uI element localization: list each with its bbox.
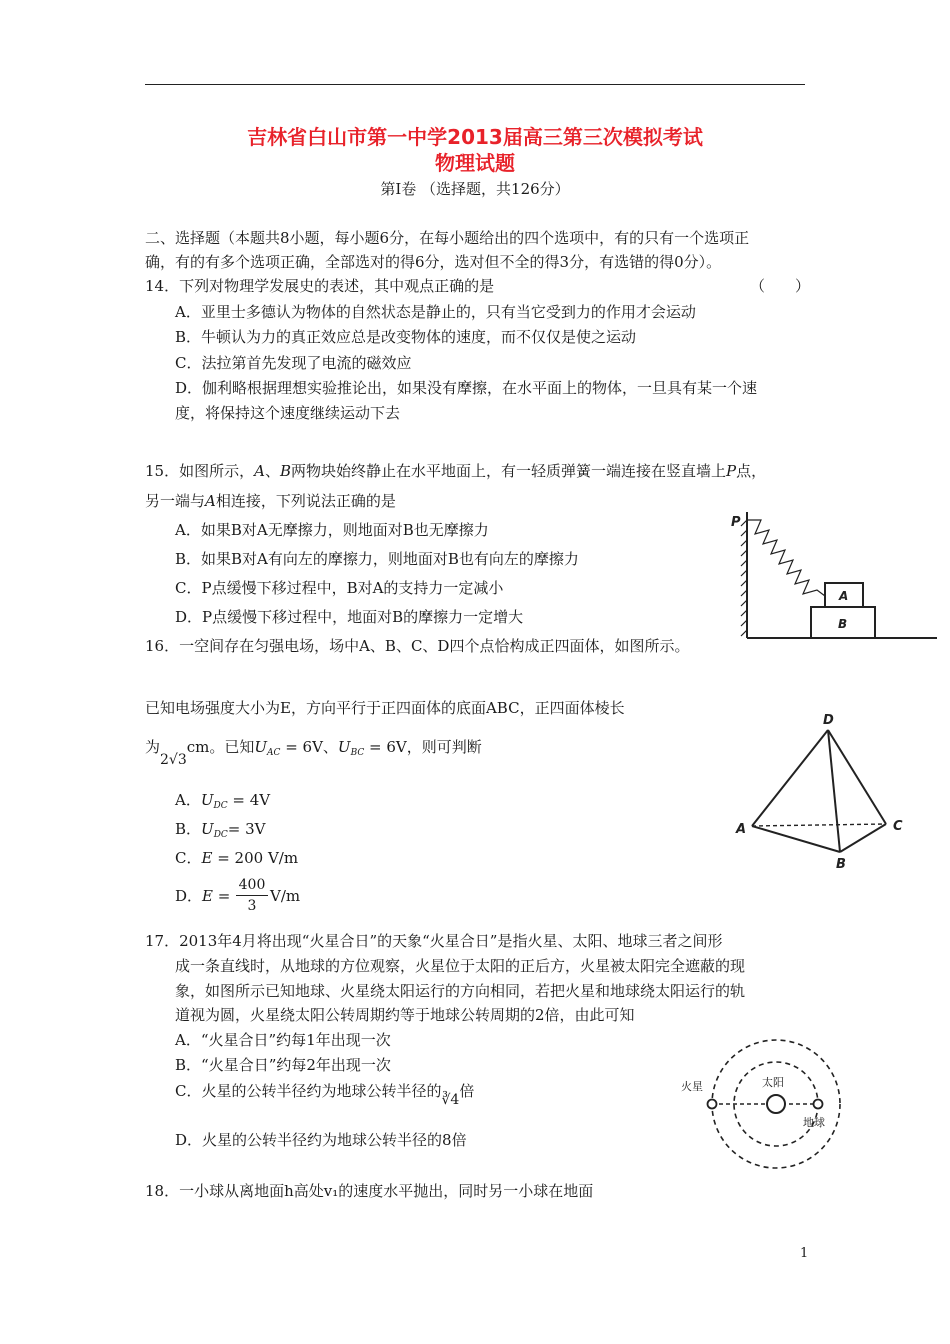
q17-option-c: C．火星的公转半径约为地球公转半径的∛4倍 xyxy=(175,1082,475,1108)
q15-stem-line2: 另一端与A相连接，下列说法正确的是 xyxy=(145,492,396,510)
exam-title: 吉林省白山市第一中学2013届高三第三次模拟考试 xyxy=(247,125,703,149)
q16-option-d-unit: V/m xyxy=(270,887,301,905)
page-number: 1 xyxy=(800,1246,809,1261)
q14-option-d-line2: 度，将保持这个速度继续运动下去 xyxy=(175,404,401,422)
intro-line-1: 二、选择题（本题共8小题，每小题6分，在每小题给出的四个选项中，有的只有一个选项正 xyxy=(145,229,750,247)
q15-option-b: B．如果B对A有向左的摩擦力，则地面对B也有向左的摩擦力 xyxy=(175,550,579,568)
q17-option-a: A．“火星合日”约每1年出现一次 xyxy=(175,1031,391,1049)
q14-option-c: C．法拉第首先发现了电流的磁效应 xyxy=(175,354,412,372)
label-mars: 火星 xyxy=(681,1080,703,1093)
fraction-denominator: 3 xyxy=(247,898,257,914)
q16-line2: 已知电场强度大小为E，方向平行于正四面体的底面ABC，正四面体棱长 xyxy=(145,699,625,717)
q14-stem: 14．下列对物理学发展史的表述，其中观点正确的是 xyxy=(145,277,495,295)
q17-line1: 17．2013年4月将出现“火星合日”的天象“火星合日”是指火星、太阳、地球三者之间形 xyxy=(145,932,723,950)
q16-stem: 16．一空间存在匀强电场，场中A、B、C、D四个点恰构成正四面体，如图所示。 xyxy=(145,637,690,655)
cube-root-4: ∛4 xyxy=(441,1092,460,1108)
label-earth: 地球 xyxy=(803,1116,825,1129)
tetrahedron-figure xyxy=(730,708,910,873)
fraction-numerator: 400 xyxy=(238,877,266,893)
header-rule xyxy=(145,84,805,85)
q17-line4: 道视为圆，火星绕太阳公转周期约等于地球公转周期的2倍，由此可知 xyxy=(175,1006,635,1024)
q17-line2: 成一条直线时，从地球的方位观察，火星位于太阳的正后方，火星被太阳完全遮蔽的现 xyxy=(175,957,746,975)
q17-option-d: D．火星的公转半径约为地球公转半径的8倍 xyxy=(175,1131,467,1149)
q15-stem-line1: 15．如图所示，A、B两物块始终静止在水平地面上，有一轻质弹簧一端连接在竖直墙上P点， xyxy=(145,462,767,480)
fig-label-b: B xyxy=(838,617,848,631)
q16-option-a: A．$U_{DC} = 4V$ xyxy=(175,791,271,811)
exam-subject-title: 物理试题 xyxy=(435,151,515,175)
q18-stem: 18．一小球从离地面h高处v₁的速度水平抛出，同时另一小球在地面 xyxy=(145,1182,594,1200)
q14-answer-bracket: （ ） xyxy=(750,277,811,295)
intro-line-2: 确，有的有多个选项正确，全部选对的得6分，选对但不全的得3分，有选错的得0分）。 xyxy=(145,253,722,271)
q16-option-c: C．E = 200 V/m xyxy=(175,849,299,867)
q17-option-b: B．“火星合日”约每2年出现一次 xyxy=(175,1056,391,1074)
vertex-label-b: B xyxy=(836,857,846,872)
earth-marker xyxy=(814,1100,823,1109)
vertex-label-a: A xyxy=(736,822,747,837)
fraction-400-over-3 xyxy=(236,877,268,914)
q16-line3: 为2√3cm。已知$U_{AC} = 6V$、$U_{BC} = 6V$，则可判断 xyxy=(145,738,482,768)
q15-option-d: D．P点缓慢下移过程中，地面对B的摩擦力一定增大 xyxy=(175,608,524,626)
q16-option-b: B．$U_{DC}= 3V$ xyxy=(175,820,266,840)
vertex-label-d: D xyxy=(823,713,834,728)
fig-label-p: P xyxy=(731,515,741,530)
spring-blocks-figure xyxy=(725,500,940,645)
fig-label-a: A xyxy=(839,589,849,603)
q14-option-b: B．牛顿认为力的真正效应总是改变物体的速度，而不仅仅是使之运动 xyxy=(175,328,637,346)
mars-marker xyxy=(708,1100,717,1109)
orbit-figure xyxy=(675,1036,875,1176)
q16-option-d: D．E = xyxy=(175,887,231,905)
q14-option-d-line1: D．伽利略根据理想实验推论出，如果没有摩擦，在水平面上的物体，一旦具有某一个速 xyxy=(175,379,758,397)
q15-option-a: A．如果B对A无摩擦力，则地面对B也无摩擦力 xyxy=(175,521,489,539)
vertex-label-c: C xyxy=(893,819,903,834)
radical-2-root-3: 2√3 xyxy=(160,752,187,768)
q17-line3: 象，如图所示已知地球、火星绕太阳运行的方向相同，若把火星和地球绕太阳运行的轨 xyxy=(175,982,746,1000)
sun-marker xyxy=(767,1095,785,1113)
label-sun: 太阳 xyxy=(762,1076,784,1089)
q15-option-c: C．P点缓慢下移过程中，B对A的支持力一定减小 xyxy=(175,579,504,597)
q14-option-a: A．亚里士多德认为物体的自然状态是静止的，只有当它受到力的作用才会运动 xyxy=(175,303,696,321)
section-subtitle: 第Ⅰ卷 （选择题，共126分） xyxy=(380,180,570,198)
